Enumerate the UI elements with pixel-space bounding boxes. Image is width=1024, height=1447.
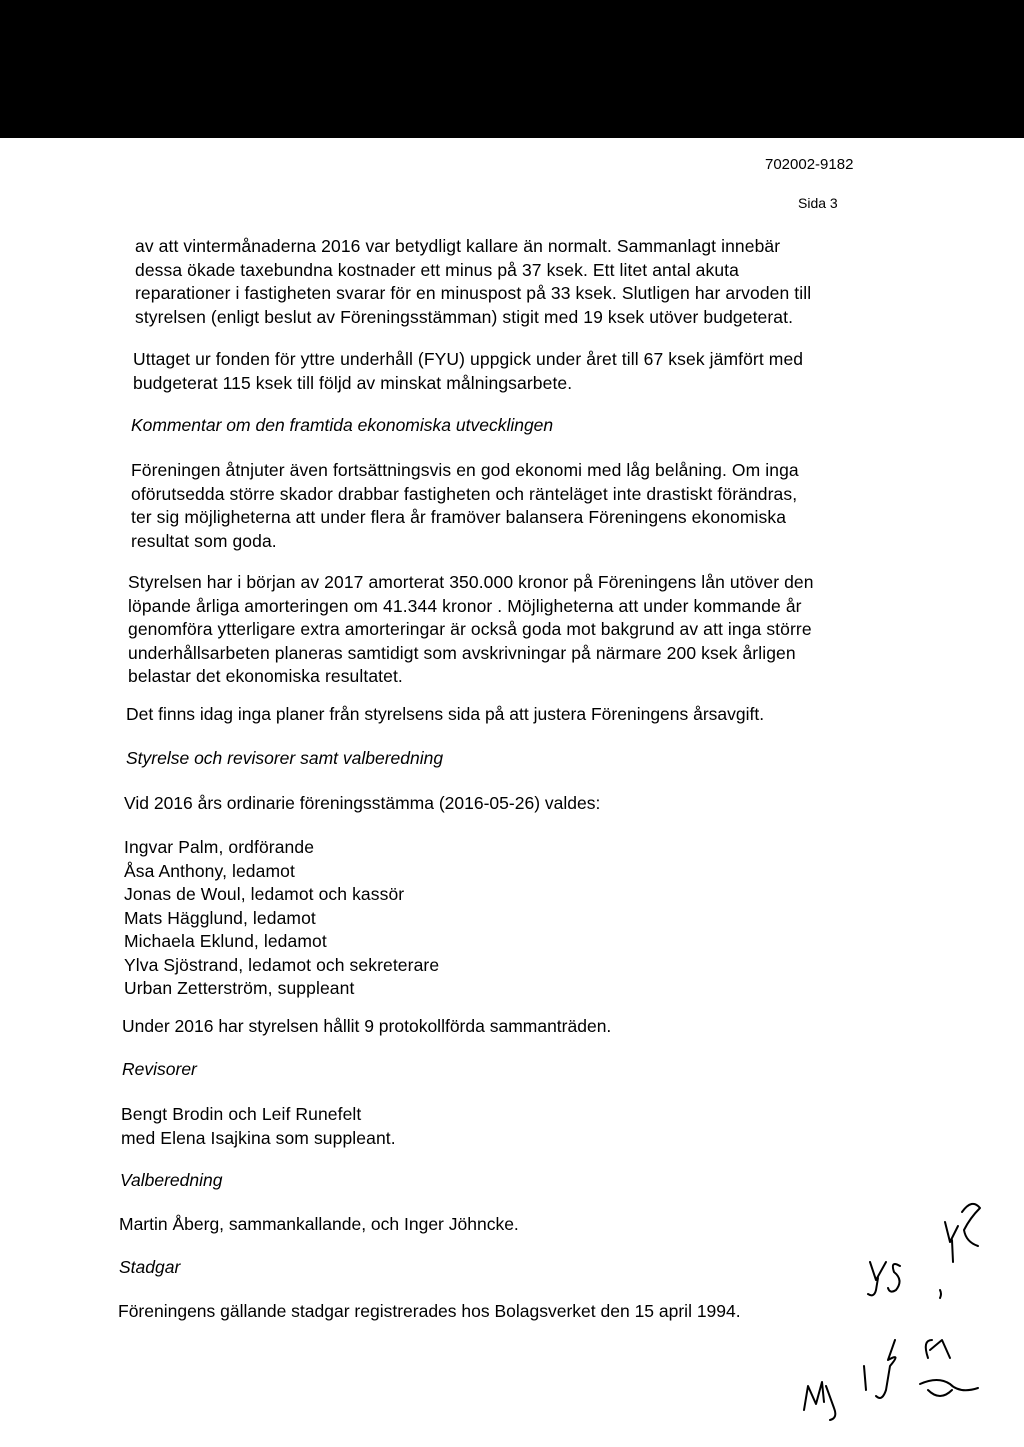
board-member-list (124, 836, 439, 1001)
text-line: Uttaget ur fonden för yttre underhåll (FYU) uppgick under året till 67 ksek jämfört med (133, 349, 804, 369)
heading-future-outlook: Kommentar om den framtida ekonomiska utvecklingen (131, 415, 554, 435)
text-line: dessa ökade taxebundna kostnader ett minus på 37 ksek. Ett litet antal akuta (135, 259, 739, 280)
list-item: Jonas de Woul, ledamot och kassör (124, 884, 405, 904)
text-line: Styrelsen har i början av 2017 amorterat 350.000 kronor på Föreningens lån utöver den (128, 572, 814, 592)
paragraph-nomination: Martin Åberg, sammankallande, och Inger Jöhncke. (119, 1214, 519, 1234)
text-line: genomföra ytterligare extra amorteringar är också goda mot bakgrund av att inga större (128, 619, 812, 639)
heading-board: Styrelse och revisorer samt valberedning (126, 748, 444, 768)
text-line: styrelsen (enligt beslut av Föreningsstämman) stigit med 19 ksek utöver budgeterat. (135, 306, 794, 327)
heading-auditors: Revisorer (122, 1059, 197, 1079)
text-line: Föreningen åtnjuter även fortsättningsvis en god ekonomi med låg belåning. Om inga (131, 460, 799, 480)
paragraph-meetings: Under 2016 har styrelsen hållit 9 protokollförda sammanträden. (122, 1016, 612, 1036)
list-item: Michaela Eklund, ledamot (124, 931, 327, 951)
text-line: budgeterat 115 ksek till följd av minskat målningsarbete. (133, 372, 573, 393)
scan-black-band (0, 0, 1024, 138)
list-item: Urban Zetterström, suppleant (124, 978, 355, 998)
paragraph-economy (131, 459, 799, 553)
text-line: av att vintermånaderna 2016 var betydligt kallare än normalt. Sammanlagt innebär (135, 236, 781, 256)
text-line: ter sig möjligheterna att under flera år framöver balansera Föreningens ekonomiska (131, 507, 787, 527)
text-line: underhållsarbeten planeras samtidigt som avskrivningar på närmare 200 ksek årligen (128, 642, 796, 663)
heading-nomination: Valberedning (120, 1170, 223, 1190)
text-line: resultat som goda. (131, 530, 277, 551)
list-item: Åsa Anthony, ledamot (124, 860, 295, 881)
paragraph-statutes: Föreningens gällande stadgar registrerades hos Bolagsverket den 15 april 1994. (118, 1301, 741, 1321)
page-number: Sida 3 (798, 195, 838, 211)
handwritten-initials-signature (790, 1190, 1010, 1430)
list-item: Ingvar Palm, ordförande (124, 837, 315, 857)
text-line: oförutsedda större skador drabbar fastigheten och ränteläget inte drastiskt förändras, (131, 483, 798, 504)
list-item: Bengt Brodin och Leif Runefelt (121, 1104, 362, 1124)
list-item: Mats Hägglund, ledamot (124, 907, 316, 928)
document-number: 702002-9182 (765, 156, 854, 173)
paragraph-fyu (133, 348, 803, 395)
paragraph-election: Vid 2016 års ordinarie föreningsstämma (2016-05-26) valdes: (124, 793, 601, 813)
text-line: löpande årliga amorteringen om 41.344 kronor . Möjligheterna att under kommande år (128, 595, 802, 616)
list-item: Ylva Sjöstrand, ledamot och sekreterare (124, 954, 440, 975)
heading-statutes: Stadgar (119, 1257, 181, 1277)
paragraph-costs (135, 235, 811, 329)
text-line: belastar det ekonomiska resultatet. (128, 666, 403, 686)
paragraph-annual-fee: Det finns idag inga planer från styrelsens sida på att justera Föreningens årsavgift. (126, 704, 765, 724)
text-line: reparationer i fastigheten svarar för en minuspost på 33 ksek. Slutligen har arvoden till (135, 283, 812, 303)
paragraph-amortization (128, 571, 814, 689)
auditor-list (121, 1103, 396, 1150)
list-item: med Elena Isajkina som suppleant. (121, 1127, 396, 1148)
